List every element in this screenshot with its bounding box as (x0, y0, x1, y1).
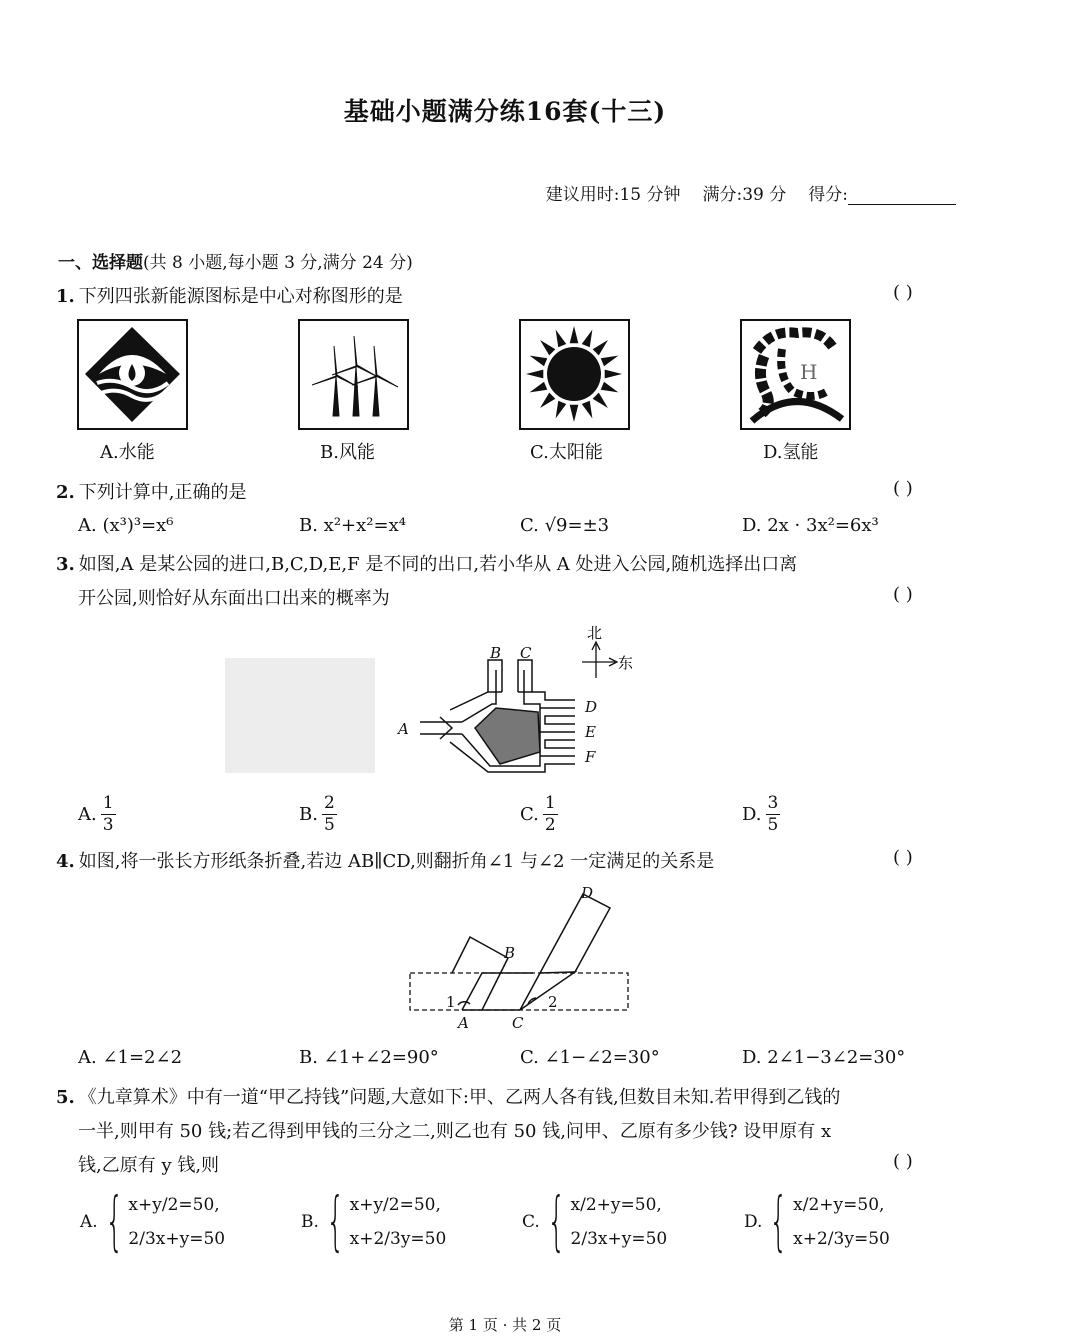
q4-option-a[interactable]: A. ∠1=2∠2 (78, 1047, 183, 1068)
eq1: x+y/2=50, (349, 1195, 441, 1215)
sun-ray (526, 370, 543, 379)
q2-option-d[interactable]: D. 2x · 3x²=6x³ (742, 515, 879, 536)
q3-option-d[interactable]: D. $\frac{3}{5}$ (742, 793, 779, 835)
q2-option-a[interactable]: A. (x³)³=x⁶ (78, 515, 174, 536)
sun-ray (540, 340, 555, 355)
eq2: x+2/3y=50 (349, 1229, 447, 1249)
answer-paren-2[interactable]: ( ) (893, 478, 913, 499)
sun-ray (601, 382, 619, 393)
sun-ray (582, 401, 593, 419)
angle-2: 2 (548, 993, 558, 1011)
hydrogen-energy-icon (740, 319, 851, 430)
q3-option-a[interactable]: A. $\frac{1}{3}$ (78, 793, 114, 835)
label-D: D (581, 884, 594, 902)
question-2: 2. 下列计算中,正确的是 (56, 482, 247, 503)
sun-ray (570, 405, 579, 422)
q5-option-a[interactable]: A. { x+y/2=50, 2/3x+y=50 (80, 1185, 226, 1259)
sun-ray (540, 393, 555, 408)
label-F: F (585, 748, 596, 766)
q1-option-d[interactable]: D.氢能 (763, 442, 819, 463)
question-3-line2: 开公园,则恰好从东面出口出来的概率为 (78, 588, 390, 609)
q2-option-b[interactable]: B. x²+x²=x⁴ (299, 515, 406, 536)
angle-1: 1 (446, 993, 456, 1011)
label-E: E (585, 723, 596, 741)
label-C: C (512, 1014, 524, 1032)
q5-option-b[interactable]: B. { x+y/2=50, x+2/3y=50 (301, 1185, 447, 1259)
question-5-line2: 一半,则甲有 50 钱;若乙得到甲钱的三分之二,则乙也有 50 钱,问甲、乙原有多少钱? 设甲原有 x (78, 1121, 832, 1142)
answer-paren-1[interactable]: ( ) (893, 282, 913, 303)
sun-ray (530, 356, 548, 367)
sun-ray (601, 356, 619, 367)
label-D: D (585, 698, 598, 716)
sun-ray (556, 401, 567, 419)
sun-ray (593, 340, 608, 355)
question-5-line3: 钱,乙原有 y 钱,则 (78, 1155, 220, 1176)
q5-option-d[interactable]: D. { x/2+y=50, x+2/3y=50 (744, 1185, 890, 1259)
compass-east: 东 (618, 654, 634, 672)
sun-ray (570, 326, 579, 343)
question-1: 1. 下列四张新能源图标是中心对称图形的是 (56, 286, 403, 307)
wind-energy-icon (298, 319, 409, 430)
eq2: x+2/3y=50 (793, 1229, 890, 1249)
sun-ray (605, 370, 622, 379)
scan-smudge (225, 658, 375, 773)
label-B: B (490, 644, 502, 662)
q3-option-c[interactable]: C. $\frac{1}{2}$ (520, 793, 556, 835)
score-label: 得分: (808, 180, 956, 205)
question-5: 5. 《九章算术》中有一道“甲乙持钱”问题,大意如下:甲、乙两人各有钱,但数目未知.若甲得到乙钱的 (56, 1087, 841, 1108)
compass-north: 北 (587, 624, 603, 642)
label-A: A (398, 720, 409, 738)
q2-option-c[interactable]: C. √9=±3 (520, 515, 610, 536)
sun-ray (582, 330, 593, 348)
label-A: A (458, 1014, 469, 1032)
q3-option-b[interactable]: B. $\frac{2}{5}$ (299, 793, 335, 835)
park-diagram (390, 620, 650, 780)
section-heading: 一、选择题(共 8 小题,每小题 3 分,满分 24 分) (58, 253, 413, 273)
question-4: 4. 如图,将一张长方形纸条折叠,若边 AB∥CD,则翻折角∠1 与∠2 一定满足的关系是 (56, 851, 715, 872)
q1-option-c[interactable]: C.太阳能 (530, 442, 603, 463)
solar-energy-icon (519, 319, 630, 430)
q4-option-d[interactable]: D. 2∠1−3∠2=30° (742, 1047, 906, 1068)
answer-paren-4[interactable]: ( ) (893, 847, 913, 868)
eq1: x/2+y=50, (793, 1195, 885, 1215)
page-title: 基础小题满分练16套(十三) (343, 97, 667, 126)
label-C: C (520, 644, 532, 662)
score-blank[interactable] (848, 186, 956, 205)
eq2: 2/3x+y=50 (128, 1229, 226, 1249)
eq2: 2/3x+y=50 (570, 1229, 668, 1249)
exam-meta (546, 180, 956, 205)
answer-paren-5[interactable]: ( ) (893, 1151, 913, 1172)
page-footer: 第 1 页 · 共 2 页 (448, 1316, 562, 1334)
answer-paren-3[interactable]: ( ) (893, 584, 913, 605)
time-label: 建议用时:15 分钟 (545, 185, 681, 205)
q1-option-a[interactable]: A.水能 (100, 442, 155, 463)
label-B: B (504, 944, 516, 962)
eq1: x+y/2=50, (128, 1195, 220, 1215)
full-score-label: 满分:39 分 (702, 185, 787, 205)
q5-option-c[interactable]: C. { x/2+y=50, 2/3x+y=50 (522, 1185, 668, 1259)
q1-option-b[interactable]: B.风能 (320, 442, 375, 463)
q4-option-b[interactable]: B. ∠1+∠2=90° (299, 1047, 439, 1068)
sun-ray (556, 330, 567, 348)
hydrogen-letter: H (800, 360, 818, 384)
q4-option-c[interactable]: C. ∠1−∠2=30° (520, 1047, 660, 1068)
folded-strip-diagram (400, 880, 640, 1035)
question-3: 3. 如图,A 是某公园的进口,B,C,D,E,F 是不同的出口,若小华从 A 处进入公园,随机选择出口离 (56, 554, 798, 575)
water-energy-icon (77, 319, 188, 430)
sun-ray (593, 393, 608, 408)
eq1: x/2+y=50, (570, 1195, 662, 1215)
sun-ray (530, 382, 548, 393)
